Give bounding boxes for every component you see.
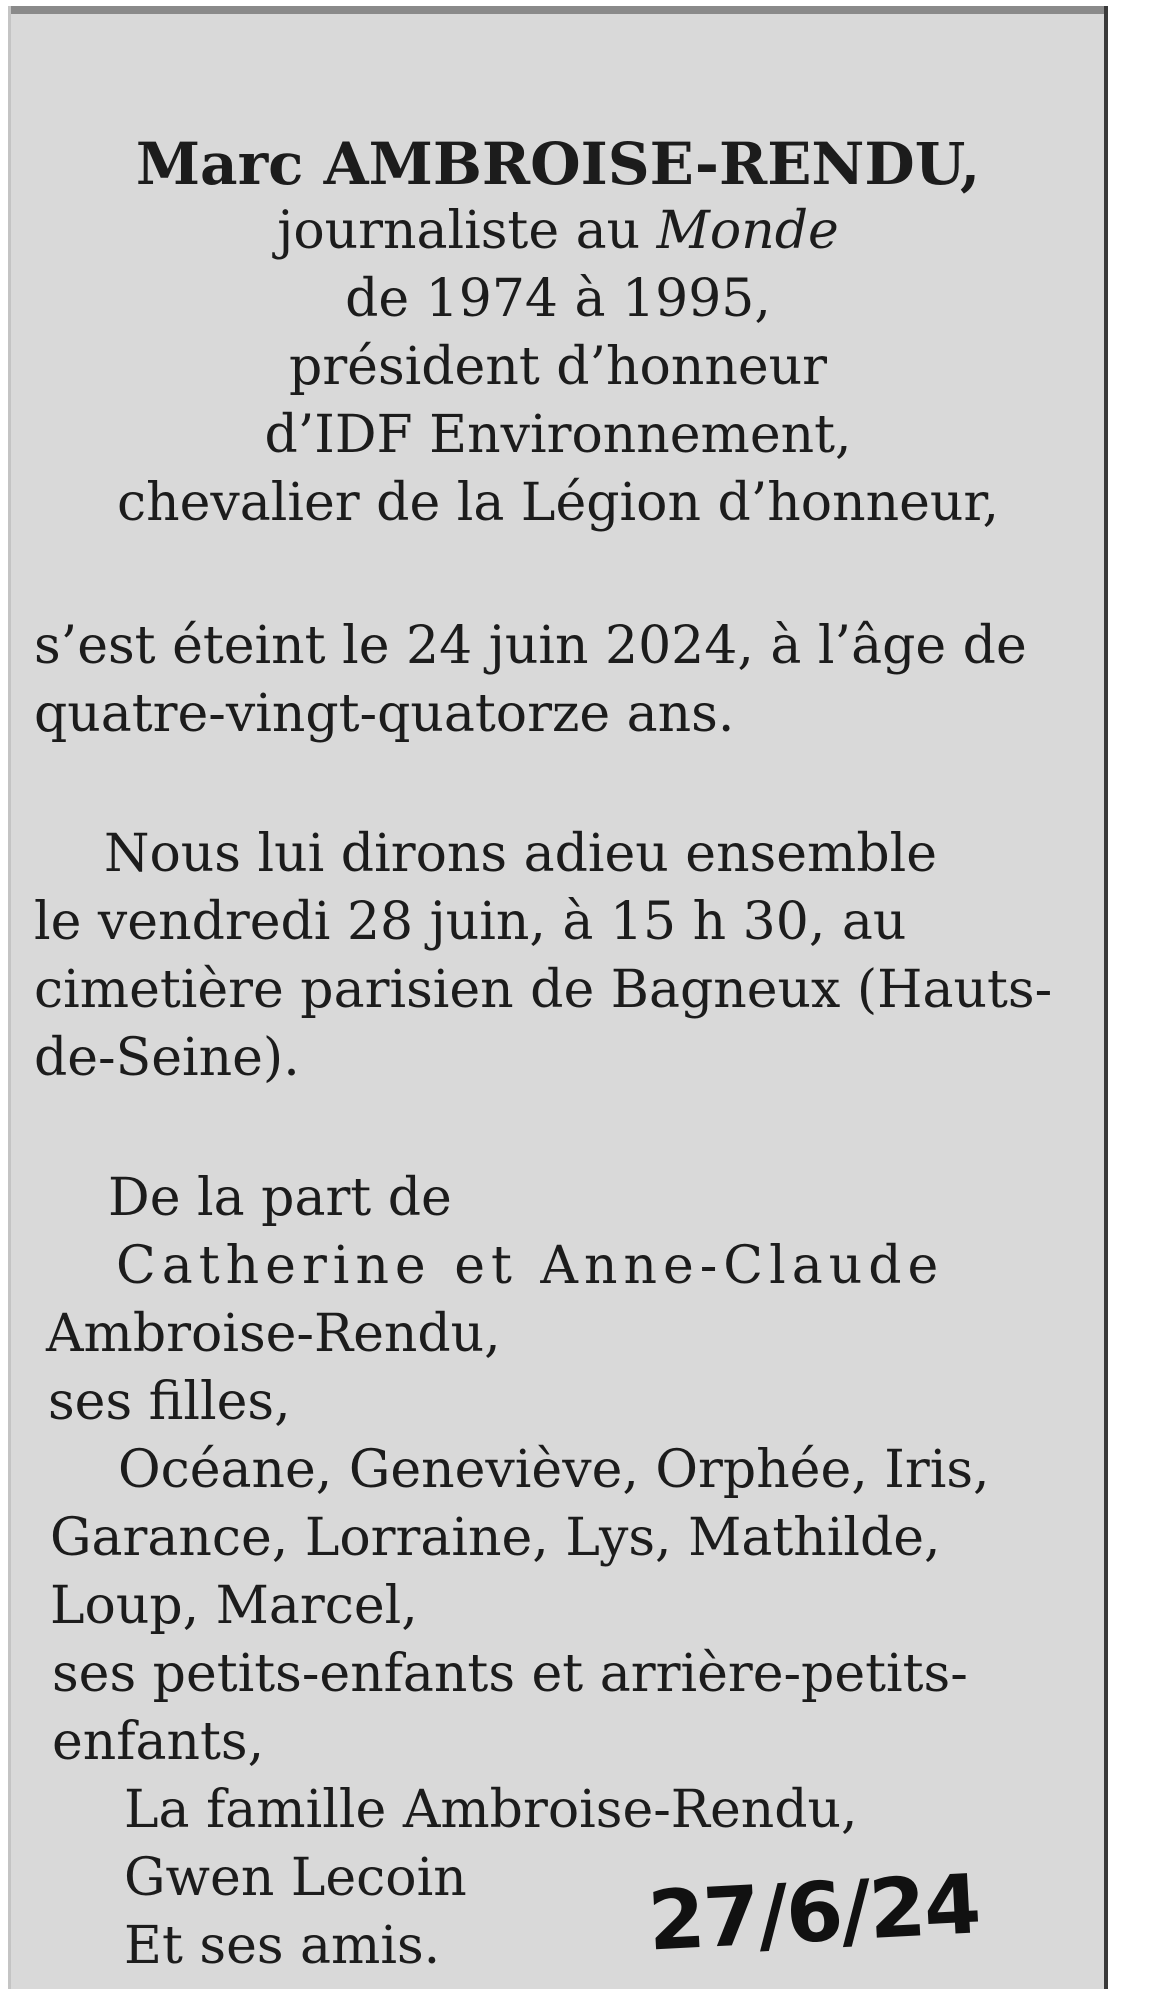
death-line-1 [34, 616, 1080, 676]
death-line-2: quatre-vingt-quatorze ans. [34, 684, 735, 744]
title-line-legion: chevalier de la Légion d’honneur, [116, 473, 1000, 533]
newspaper-clipping [8, 6, 1108, 1989]
top-rule [8, 6, 1108, 14]
family-line-10: La famille Ambroise-Rendu, [124, 1780, 858, 1840]
title-line-journalist-text: journaliste au [277, 201, 657, 261]
title-line-journalist [8, 201, 1108, 261]
family-line-3: Ambroise-Rendu, [46, 1304, 501, 1364]
family-line-11: Gwen Lecoin [124, 1848, 467, 1908]
family-line-12: Et ses amis. [124, 1916, 441, 1976]
newspaper-name: Monde [656, 201, 839, 261]
family-line-1: De la part de [108, 1168, 452, 1228]
family-line-9: enfants, [52, 1712, 265, 1772]
ceremony-line-3: cimetière parisien de Bagneux (Hauts- [34, 960, 1053, 1020]
family-line-5: Océane, Geneviève, Orphée, Iris, [118, 1440, 990, 1500]
ceremony-line-4: de-Seine). [34, 1028, 300, 1088]
family-line-2: Catherine et Anne-Claude [116, 1236, 945, 1296]
title-line-years: de 1974 à 1995, [345, 269, 771, 329]
family-line-6: Garance, Lorraine, Lys, Mathilde, [50, 1508, 941, 1568]
death-line-1-text: s’est éteint le 24 juin 2024, à l’âge de [34, 616, 1027, 676]
ceremony-line-1: Nous lui dirons adieu ensemble [104, 824, 938, 884]
ceremony-line-2: le vendredi 28 juin, à 15 h 30, au [34, 892, 907, 952]
title-line-president: président d’honneur [289, 337, 827, 397]
family-line-7: Loup, Marcel, [50, 1576, 418, 1636]
handwritten-date: 27/6/24 [645, 1857, 982, 1970]
deceased-name: Marc AMBROISE-RENDU, [135, 130, 981, 198]
family-line-4: ses filles, [48, 1372, 291, 1432]
title-line-organization: d’IDF Environnement, [264, 405, 852, 465]
family-line-8: ses petits-enfants et arrière-petits- [52, 1644, 968, 1704]
